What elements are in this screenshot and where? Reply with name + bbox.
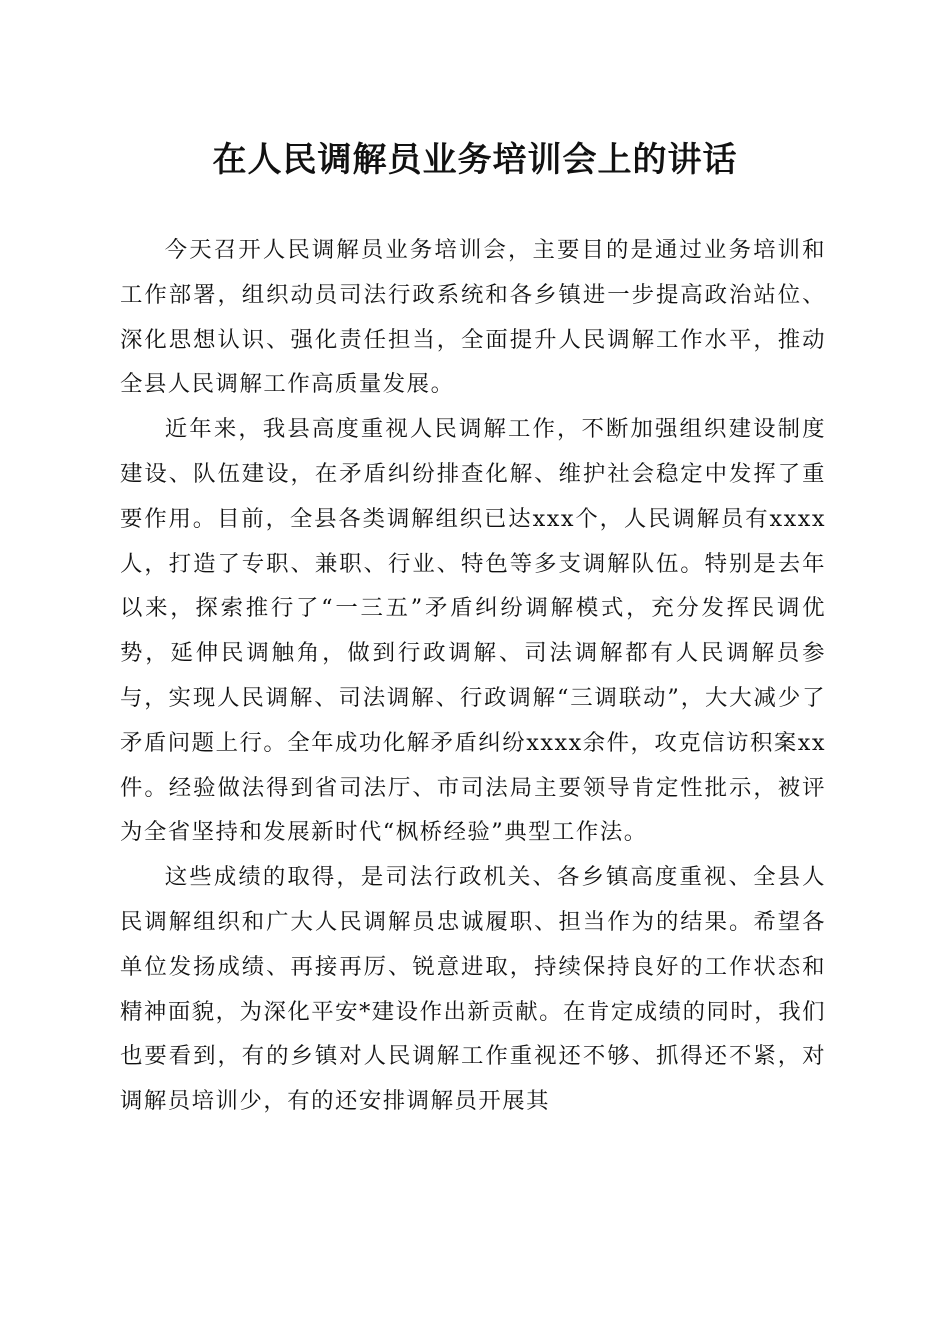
paragraph-2: 近年来，我县高度重视人民调解工作，不断加强组织建设制度建设、队伍建设，在矛盾纠纷排查化解、维护社会稳定中发挥了重要作用。目前，全县各类调解组织已达xxx个，人民调解员有xxxx人，打造了专职、兼职、行业、特色等多支调解队伍。特别是去年以来，探索推行了“一三五”矛盾纠纷调解模式，充分发挥民调优势，延伸民调触角，做到行政调解、司法调解都有人民调解员参与，实现人民调解、司法调解、行政调解“三调联动”，大大减少了矛盾问题上行。全年成功化解矛盾纠纷xxxx余件，攻克信访积案xx件。经验做法得到省司法厅、市司法局主要领导肯定性批示，被评为全省坚持和发展新时代“枫桥经验”典型工作法。 — [120, 416, 826, 846]
document-title: 在人民调解员业务培训会上的讲话 — [212, 140, 738, 180]
paragraph-1: 今天召开人民调解员业务培训会，主要目的是通过业务培训和工作部署，组织动员司法行政系统和各乡镇进一步提高政治站位、深化思想认识、强化责任担当，全面提升人民调解工作水平，推动全县人民调解工作高质量发展。 — [120, 237, 826, 398]
document-body — [120, 228, 826, 1124]
paragraph-3: 这些成绩的取得，是司法行政机关、各乡镇高度重视、全县人民调解组织和广大人民调解员忠诚履职、担当作为的结果。希望各单位发扬成绩、再接再厉、锐意进取，持续保持良好的工作状态和精神面貌，为深化平安*建设作出新贡献。在肯定成绩的同时，我们也要看到，有的乡镇对人民调解工作重视还不够、抓得还不紧，对调解员培训少，有的还安排调解员开展其 — [120, 864, 826, 1115]
